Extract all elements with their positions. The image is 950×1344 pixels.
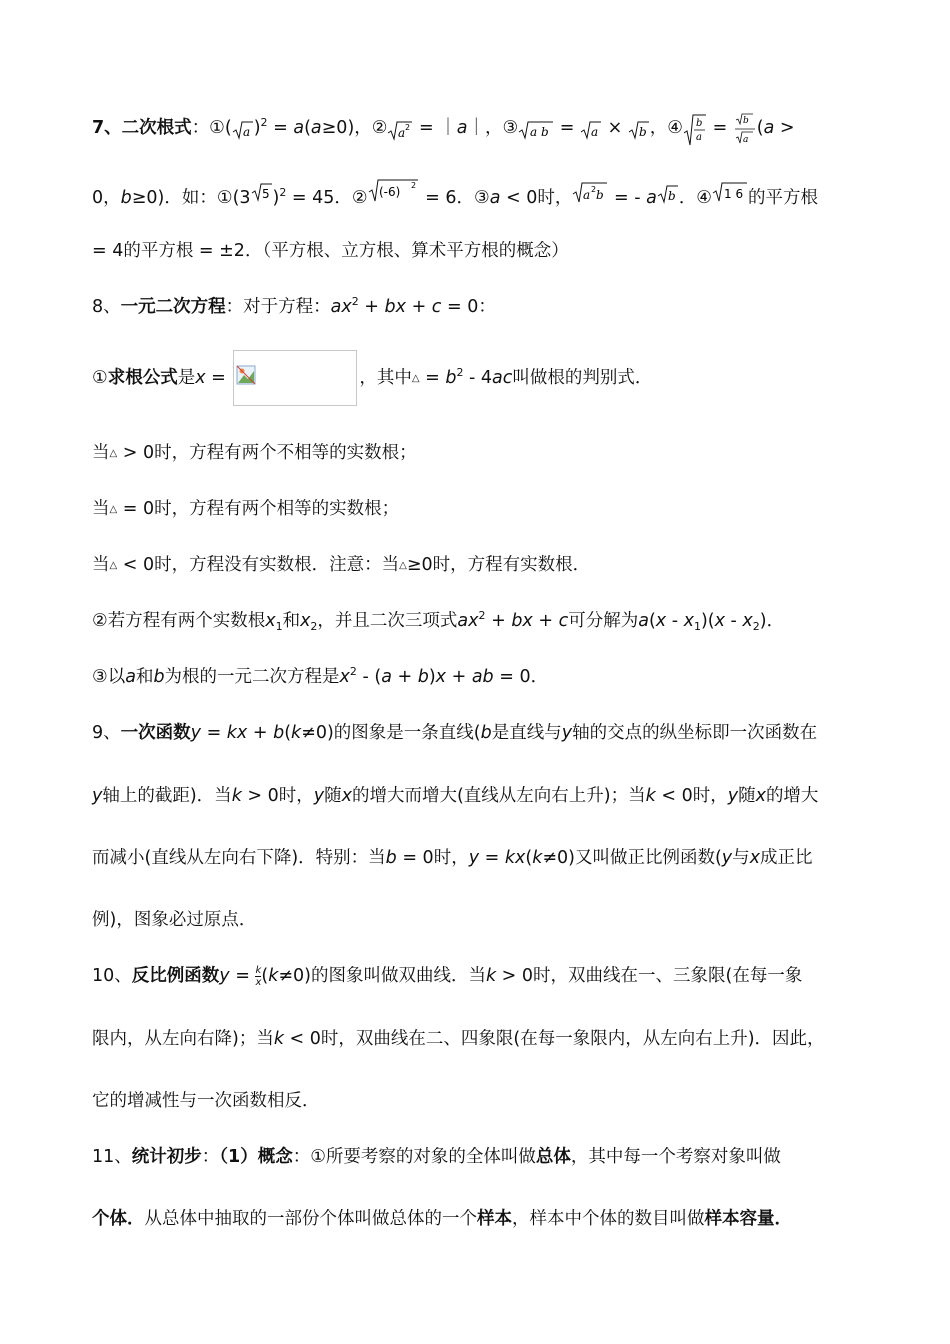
item10-line3: 它的增减性与一次函数相反． [92,1091,320,1111]
sqrt-ab-symbol [518,117,554,143]
item8-case-zero: 当△ = 0时，方程有两个相等的实数根； [92,499,400,519]
svg-text:a: a [742,135,749,145]
svg-text:5: 5 [261,187,270,201]
quadratic-formula-image [233,350,357,406]
item10-line1: 10、反比例函数y = $\frac{k}{x}$ (k≠0)的图象叫做双曲线．当k > 0时，双曲线在一、三象限(在每一象 [92,964,803,988]
svg-text:2: 2 [405,123,411,132]
sqrt-a-symbol [232,117,254,143]
sqrt-b-symbol [657,181,679,207]
sqrt-b-symbol [628,117,650,143]
sqrt-a2b-symbol [572,179,608,205]
svg-text:b: b [596,188,605,202]
item10-line2: 限内，从左向右降)；当k < 0时，双曲线在二、四象限(在每一象限内，从左向右上升)．因此， [92,1029,825,1049]
item8-formula-line: ①求根公式是x = ，其中△ = $b^2 - 4ac$叫做根的判别式． [92,350,882,407]
svg-text:a: a [583,188,591,202]
item8-title: 一元二次方程 [120,297,226,317]
svg-text:b: b [638,125,647,139]
svg-text:a: a [242,125,250,139]
svg-text:a: a [591,125,599,139]
sqrt-a-symbol [580,117,602,143]
svg-text:b: b [742,116,749,126]
svg-text:b: b [667,189,676,203]
sqrt-16-symbol [712,179,748,205]
sqrt-a-squared-symbol [387,117,413,143]
svg-text:a b: a b [530,125,549,139]
sqrt-b-over-a-symbol [683,113,707,147]
item9-line1: 9、一次函数y = kx + b(k≠0)的图象是一条直线(b是直线与y轴的交点的纵坐标即一次函数在 [92,723,818,743]
item8-factorization: ②若方程有两个实数根$x_1$和$x_2$，并且二次三项式$ax^2$ + bx + c可分解为$a(x - x_1)(x - x_2)$． [92,609,785,633]
item7-title: 7、二次根式 [92,118,192,138]
item11-line1: 11、统计初步：（1）概念：①所要考察的对象的全体叫做总体，其中每一个考察对象叫做 [92,1147,781,1167]
svg-text:a: a [398,126,406,140]
item10-title: 反比例函数 [131,966,220,986]
item9-title: 一次函数 [120,723,191,743]
svg-text:(-6): (-6) [378,185,400,199]
item11-title: 统计初步 [131,1147,202,1167]
svg-text:1 6: 1 6 [724,187,744,201]
item9-line4: 例)，图象必过原点． [92,910,257,930]
item8-line1: 8、一元二次方程：对于方程：$ax^2$ + bx + c = 0： [92,295,496,317]
k-over-x-fraction: $\frac{k}{x}$ [255,964,262,988]
svg-text:b: b [696,118,703,129]
svg-text:2: 2 [591,185,597,194]
item11-line2: 个体．从总体中抽取的一部份个体叫做总体的一个样本，样本中个体的数目叫做样本容量． [92,1209,792,1229]
item9-line2: y轴上的截距)．当k > 0时，y随x的增大而增大(直线从左向右上升)；当k < 0时，y随x的增大 [92,786,819,806]
sqrt-neg6-squared-symbol [368,176,420,204]
broken-image-icon [236,352,256,408]
item7-line2: 0，b≥0)．如：①(3 5 )$^2$ = 45．② (-6) 2 = 6．③a < 0时， a 2 b = - a b ．④ 1 6 的平方根 [92,176,882,211]
item8-roots: ③以a和b为根的一元二次方程是$x^2 - (a + b)x$ + ab = 0． [92,665,549,687]
item7-line1: 7、二次根式：①( a )$^2$ = a(a≥0)，② a 2 = ｜a｜，③ a b = a × b ，④ b a = b a (a > [92,112,882,148]
svg-text:a: a [696,132,702,143]
item9-line3: 而减小(直线从左向右下降)．特别：当b = 0时，y = kx(k≠0)又叫做正比例函数(y与x成正比 [92,848,813,868]
sqrt-b-over-sqrt-a-symbol [733,112,757,148]
item8-case-negative: 当△ < 0时，方程没有实数根．注意：当△≥0时，方程有实数根． [92,555,591,575]
sqrt-5-symbol [251,179,273,205]
item7-line3: = 4的平方根 = ±2．（平方根、立方根、算术平方根的概念） [92,241,569,261]
svg-text:2: 2 [410,181,416,190]
item8-case-positive: 当△ > 0时，方程有两个不相等的实数根； [92,443,417,463]
